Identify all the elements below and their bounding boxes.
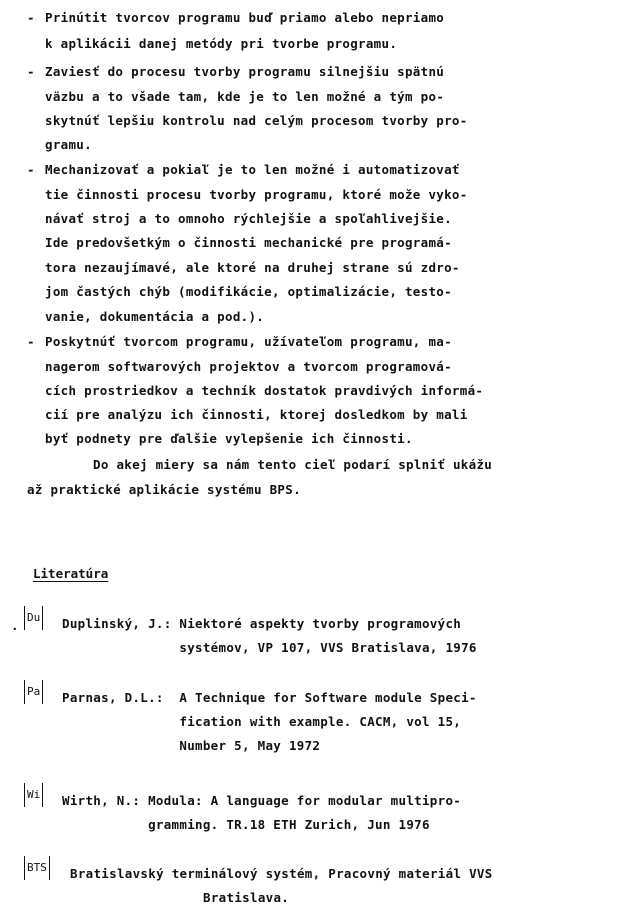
- bullet-3-line-7: vanie, dokumentácia a pod.).: [45, 309, 265, 324]
- reference-wi-line-2: gramming. TR.18 ETH Zurich, Jun 1976: [62, 817, 430, 832]
- closing-line-2: až praktické aplikácie systému BPS.: [27, 482, 301, 497]
- bullet-marker: -: [27, 10, 35, 25]
- bullet-1-line-1: Prinútit tvorcov programu buď priamo alebo nepriamo: [45, 10, 445, 25]
- literature-heading: Literatúra: [33, 566, 109, 581]
- bullet-2-line-3: skytnúť lepšiu kontrolu nad celým procesom tvorby pro-: [45, 113, 468, 128]
- reference-bts-line-2: Bratislava.: [70, 890, 290, 905]
- bullet-4-line-3: cích prostriedkov a techník dostatok pravdivých informá-: [45, 383, 484, 398]
- reference-key-du: Du: [24, 606, 43, 630]
- bullet-marker: -: [27, 162, 35, 177]
- bullet-marker: -: [27, 334, 35, 349]
- bullet-4-line-2: nagerom softwarových projektov a tvorcom programová-: [45, 359, 452, 374]
- closing-line-1: Do akej miery sa nám tento cieľ podarí splniť ukážu: [93, 457, 493, 472]
- reference-key-pa: Pa: [24, 680, 43, 704]
- bullet-4-line-1: Poskytnúť tvorcom programu, užívateľom programu, ma-: [45, 334, 452, 349]
- reference-pa-line-1: Parnas, D.L.: A Technique for Software module Speci-: [62, 690, 477, 705]
- reference-key-wi: Wi: [24, 783, 43, 807]
- reference-key-bts: BTS: [24, 856, 50, 880]
- bullet-marker: -: [27, 64, 35, 79]
- reference-pa-line-2: fication with example. CACM, vol 15,: [62, 714, 462, 729]
- bullet-3-line-3: návať stroj a to omnoho rýchlejšie a spoľahlivejšie.: [45, 211, 452, 226]
- bullet-3-line-5: tora nezaujímavé, ale ktoré na druhej strane sú zdro-: [45, 260, 460, 275]
- bullet-2-line-4: gramu.: [45, 137, 92, 152]
- bullet-3-line-4: Ide predovšetkým o činnosti mechanické pre programá-: [45, 235, 452, 250]
- bullet-2-line-1: Zaviesť do procesu tvorby programu silnejšiu spätnú: [45, 64, 445, 79]
- bullet-4-line-5: byť podnety pre ďalšie vylepšenie ich činnosti.: [45, 431, 413, 446]
- bullet-3-line-1: Mechanizovať a pokiaľ je to len možné i automatizovať: [45, 162, 460, 177]
- reference-du-line-2: systémov, VP 107, VVS Bratislava, 1976: [62, 640, 477, 655]
- reference-bts-line-1: Bratislavský terminálový systém, Pracovný materiál VVS: [70, 866, 493, 881]
- reference-du-line-1: Duplinský, J.: Niektoré aspekty tvorby programových: [62, 616, 462, 631]
- bullet-2-line-2: väzbu a to všade tam, kde je to len možné a tým po-: [45, 89, 445, 104]
- bullet-4-line-4: cií pre analýzu ich činnosti, ktorej dosledkom by mali: [45, 407, 468, 422]
- bullet-3-line-2: tie činnosti procesu tvorby programu, ktoré može vyko-: [45, 187, 468, 202]
- reference-pa-line-3: Number 5, May 1972: [62, 738, 321, 753]
- bullet-1-line-2: k aplikácii danej metódy pri tvorbe programu.: [45, 36, 398, 51]
- reference-wi-line-1: Wirth, N.: Modula: A language for modular multipro-: [62, 793, 462, 808]
- bullet-3-line-6: jom častých chýb (modifikácie, optimalizácie, testo-: [45, 284, 452, 299]
- margin-dot: .: [11, 618, 19, 633]
